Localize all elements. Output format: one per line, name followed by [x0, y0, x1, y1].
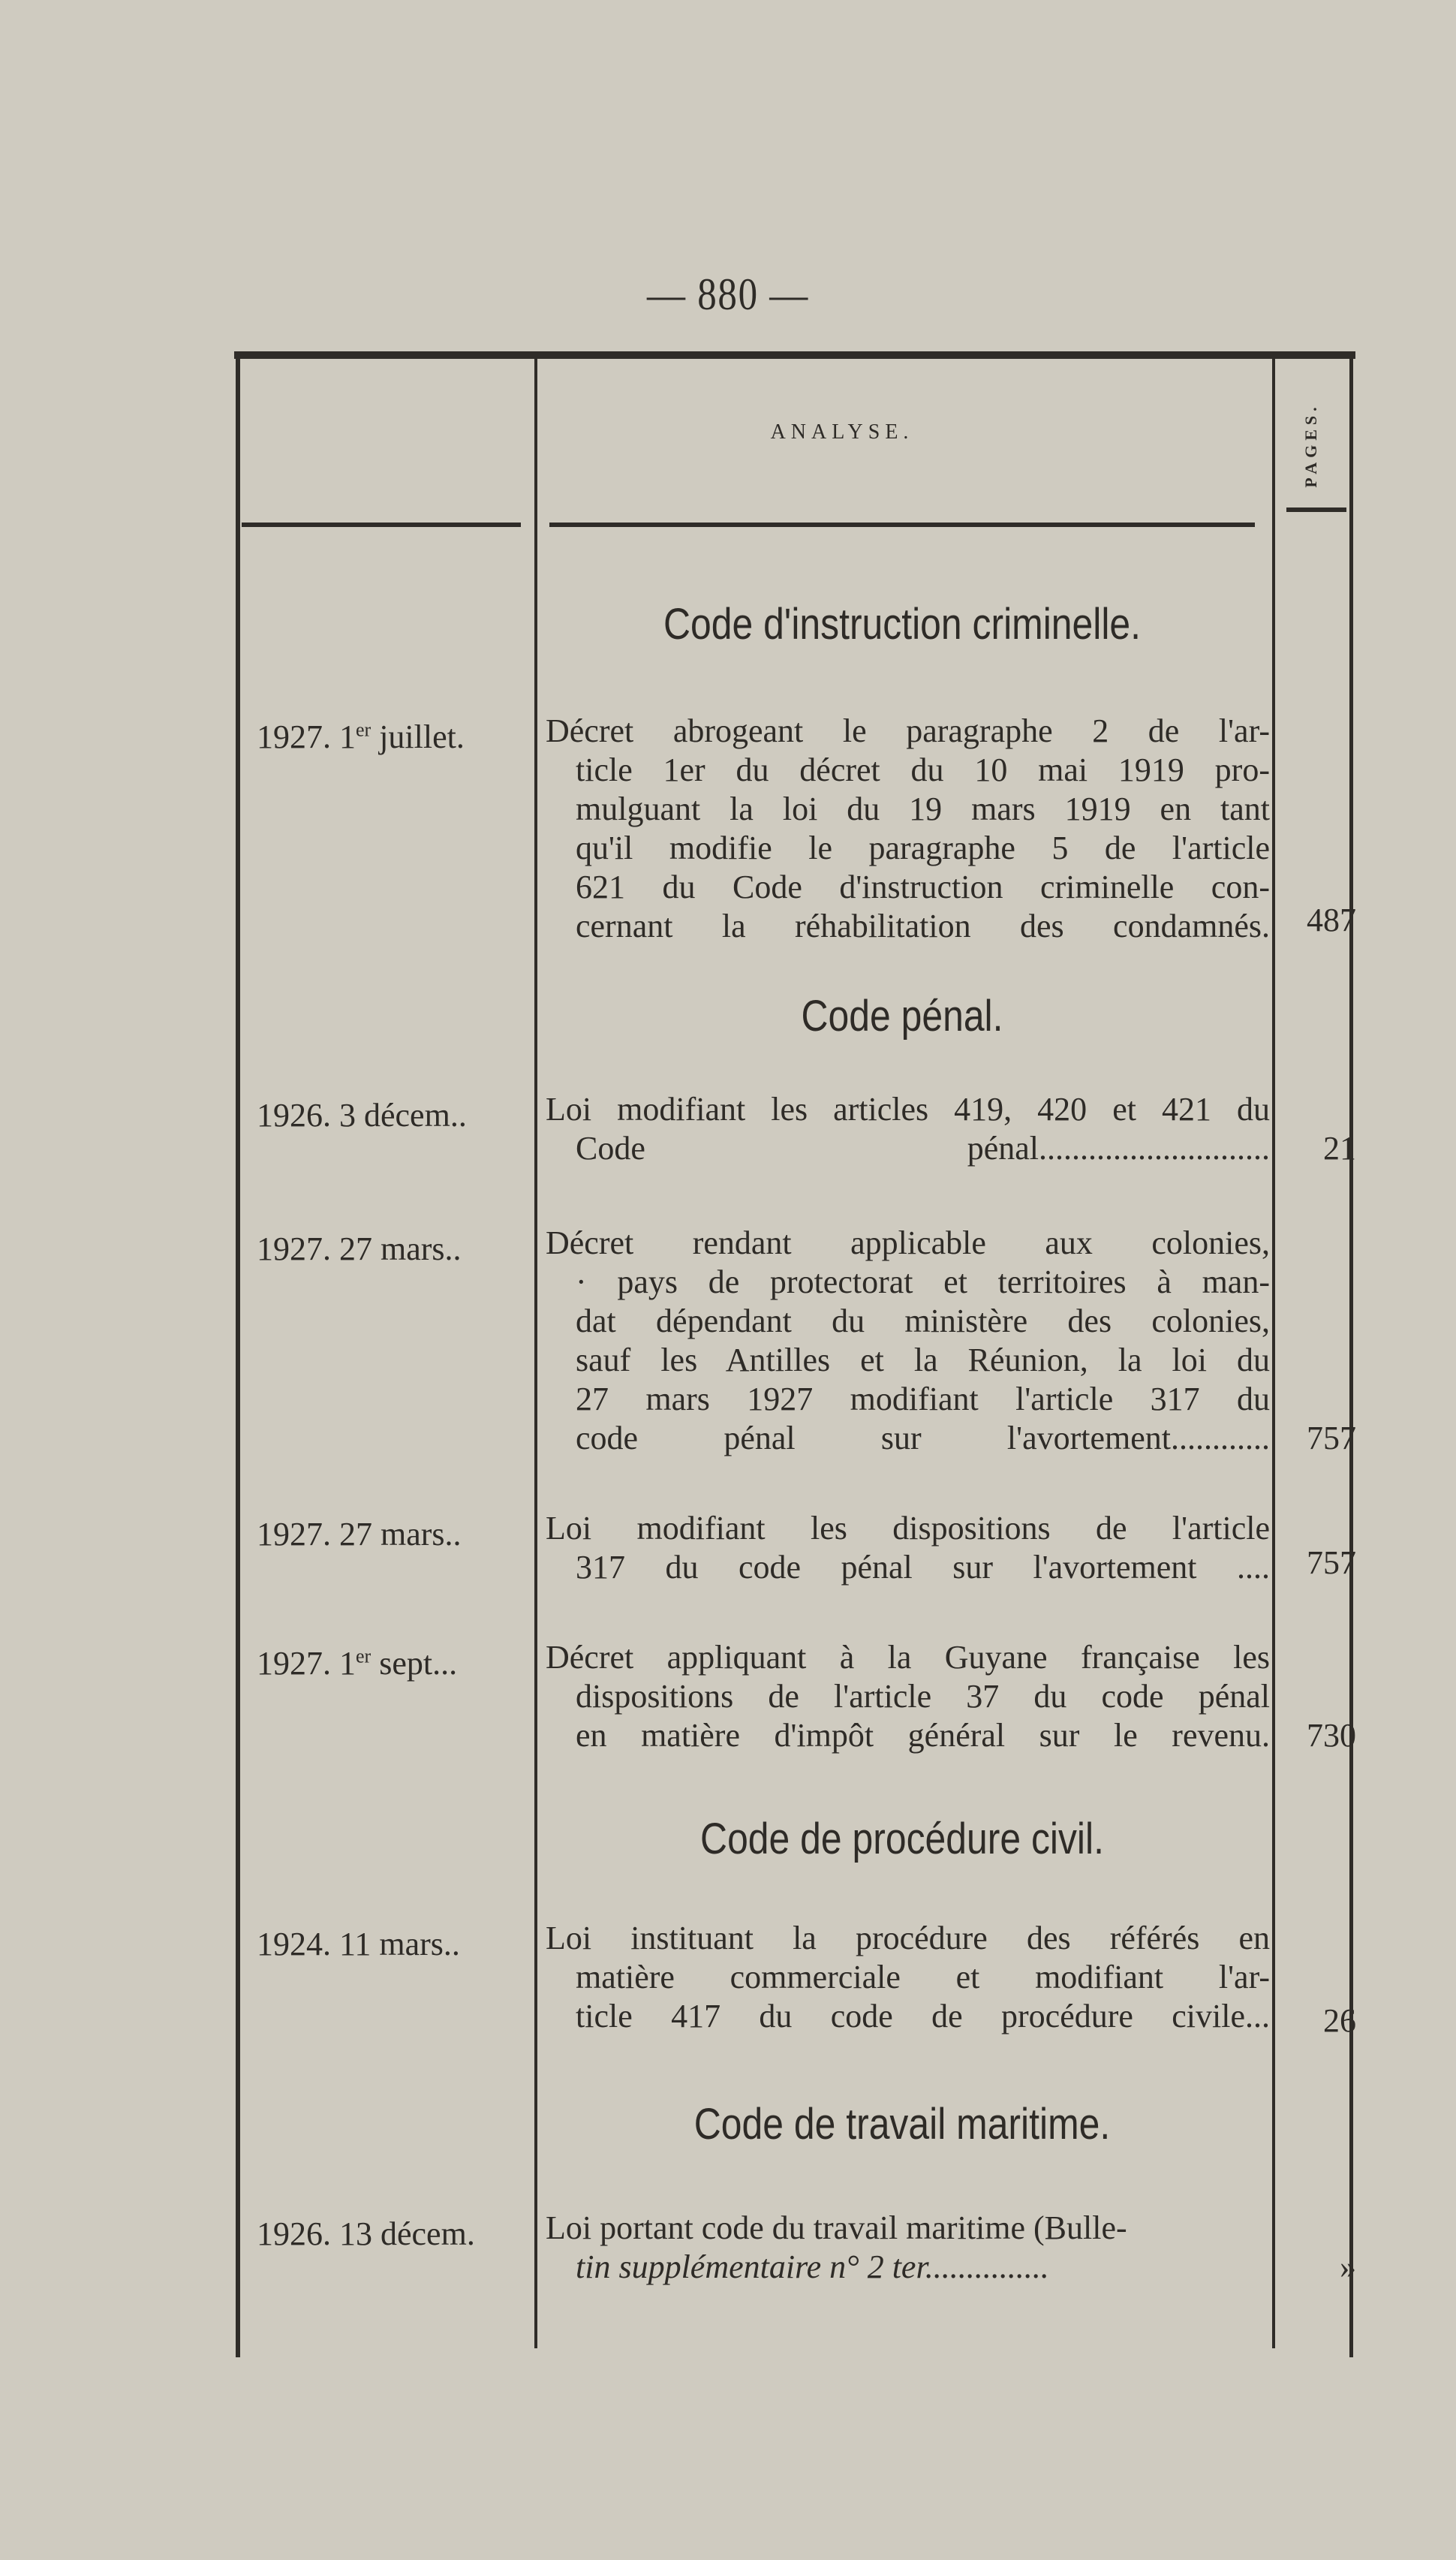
- header-rule-middle: [549, 523, 1255, 527]
- entry-date: 1927. 27 mars..: [257, 1230, 462, 1267]
- section-heading: Code de procédure civil.: [700, 1815, 1104, 1863]
- section-heading: Code pénal.: [801, 992, 1003, 1041]
- entry-text: Décret rendant applicable aux colonies, · pays de protectorat et territoires à man- dat dépendant du ministère des colonies, sauf les Antilles et la Réunion, la loi du 27 mars 1927 modifiant l'article 317 du code pénal sur l'avortement............: [546, 1224, 1270, 1456]
- entry-text: Décret appliquant à la Guyane française les dispositions de l'article 37 du code pénal en matière d'impôt général sur le revenu.: [546, 1639, 1270, 1754]
- page-reference: 757: [1307, 1544, 1356, 1581]
- page-reference: 487: [1307, 902, 1356, 938]
- section-heading: Code de travail maritime.: [693, 2100, 1111, 2149]
- left-border: [236, 351, 240, 2357]
- page-reference: »: [1340, 2248, 1356, 2285]
- page-reference: 730: [1307, 1717, 1356, 1754]
- page-reference: 757: [1307, 1420, 1356, 1456]
- entry-date: 1927. 1er sept...: [257, 1645, 458, 1682]
- entry-date: 1927. 27 mars..: [257, 1516, 462, 1553]
- entry-text: Décret abrogeant le paragraphe 2 de l'ar- ticle 1er du décret du 10 mai 1919 pro- mulguant la loi du 19 mars 1919 en tant qu'il modifie le paragraphe 5 de l'article 621 du Code d'instruction criminelle con- cernant la réhabilitation des condamnés.: [546, 712, 1270, 944]
- page-reference: 21: [1323, 1130, 1356, 1167]
- entry-date: 1926. 3 décem..: [257, 1097, 467, 1134]
- column-header-analyse: ANALYSE.: [770, 420, 914, 444]
- entry-date: 1927. 1er juillet.: [257, 718, 465, 755]
- index-table: [227, 351, 1356, 2357]
- date-column-divider: [534, 359, 537, 2348]
- entry-date: 1926. 13 décem.: [257, 2215, 475, 2252]
- entry-text: Loi portant code du travail maritime (Bulle- tin supplémentaire n° 2 ter...............: [546, 2209, 1127, 2285]
- section-heading: Code d'instruction criminelle.: [663, 600, 1142, 649]
- column-header-pages: PAGES.: [1301, 402, 1320, 488]
- entry-text: Loi instituant la procédure des référés en matière commerciale et modifiant l'ar- ticle 417 du code de procédure civile...: [546, 1920, 1270, 2034]
- header-rule-left: [242, 523, 521, 527]
- entry-text: Loi modifiant les dispositions de l'article 317 du code pénal sur l'avortement ....: [546, 1510, 1270, 1586]
- entry-date: 1924. 11 mars..: [257, 1926, 460, 1962]
- right-border: [1349, 351, 1353, 2357]
- page-reference: 26: [1323, 2002, 1356, 2039]
- pages-column-divider: [1272, 359, 1275, 2348]
- top-rule: [234, 351, 1355, 359]
- entry-text: Loi modifiant les articles 419, 420 et 421 du Code pénal............................: [546, 1091, 1270, 1167]
- page-number: — 880 —: [647, 270, 809, 319]
